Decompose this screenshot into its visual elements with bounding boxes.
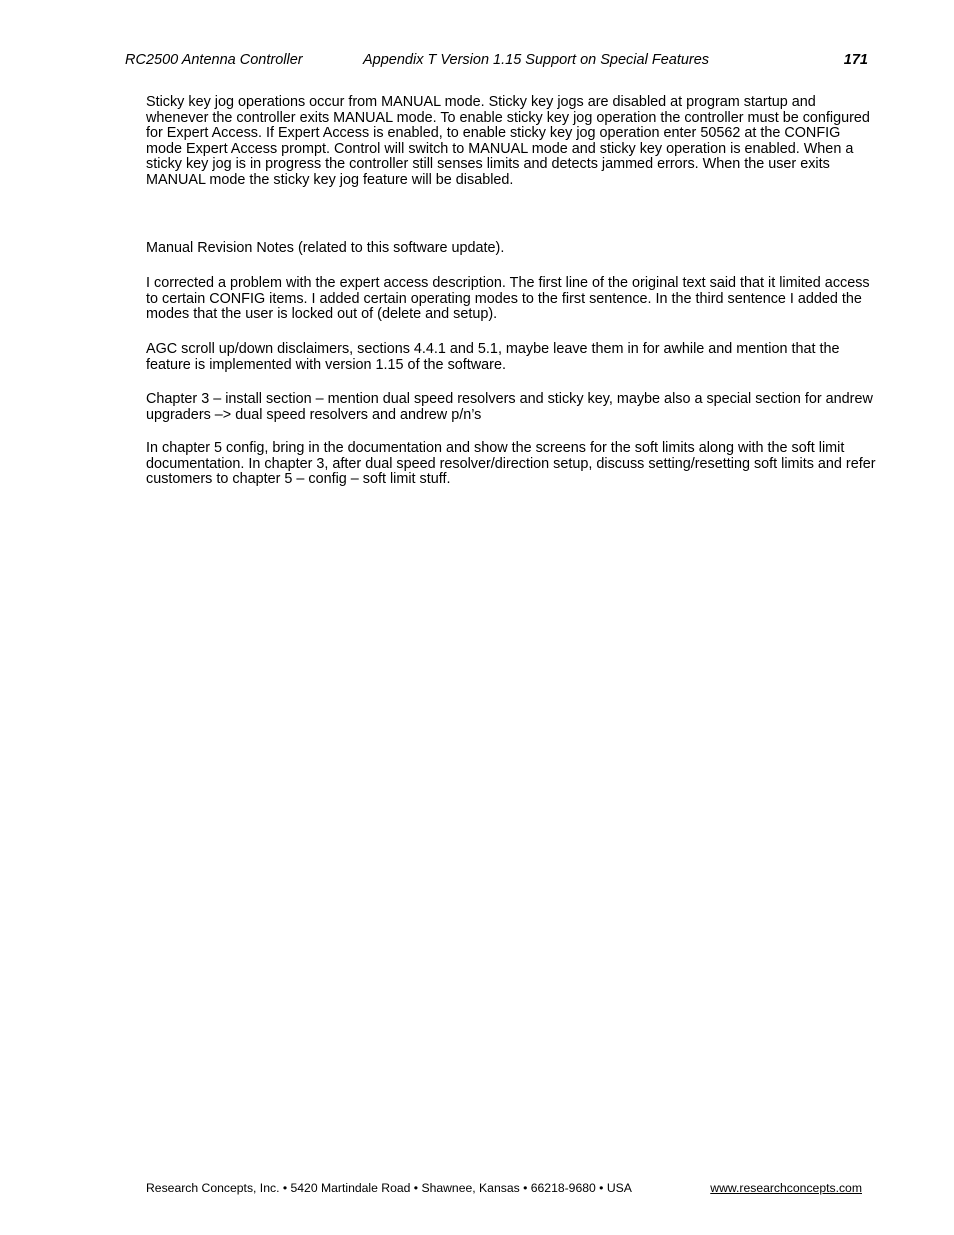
paragraph-chapter3-install-note: Chapter 3 – install section – mention dual speed resolvers and sticky key, maybe also a special section for andrew upgraders –> dual speed resolvers and andrew p/n’s [146,391,873,423]
paragraph-expert-access-note: I corrected a problem with the expert access description. The first line of the original text said that it limited access to certain CONFIG items. I added certain operating modes to the first sentence. In the third sentence I added the modes that the user is locked out of (delete and setup). [146,275,870,323]
paragraph-chapter5-config-note: In chapter 5 config, bring in the documentation and show the screens for the soft limits along with the soft limit documentation. In chapter 3, after dual speed resolver/direction setup, discuss setting/resetting soft limits and refer customers to chapter 5 – config – soft limit stuff. [146,440,876,488]
paragraph-revision-notes-heading: Manual Revision Notes (related to this software update). [146,240,505,256]
footer-company-address: Research Concepts, Inc. • 5420 Martindale Road • Shawnee, Kansas • 66218-9680 • USA [146,1181,632,1195]
page-header [125,52,870,72]
header-product-title: RC2500 Antenna Controller [125,52,303,68]
page-footer [146,1181,862,1197]
paragraph-agc-scroll-note: AGC scroll up/down disclaimers, sections 4.4.1 and 5.1, maybe leave them in for awhile and mention that the feature is implemented with version 1.15 of the software. [146,341,840,373]
footer-website-link[interactable]: www.researchconcepts.com [710,1181,862,1195]
header-section-title: Appendix T Version 1.15 Support on Special Features [363,52,710,68]
page-number: 171 [843,52,868,68]
paragraph-sticky-key-jog: Sticky key jog operations occur from MANUAL mode. Sticky key jogs are disabled at program startup and whenever the controller exits MANUAL mode. To enable sticky key jog operation the controller must be configured for Expert Access. If Expert Access is enabled, to enable sticky key jog operation enter 50562 at the CONFIG mode Expert Access prompt. Control will switch to MANUAL mode and sticky key operation is enabled. When a sticky key jog is in progress the controller still senses limits and detects jammed errors. When the user exits MANUAL mode the sticky key jog feature will be disabled. [146,94,870,188]
